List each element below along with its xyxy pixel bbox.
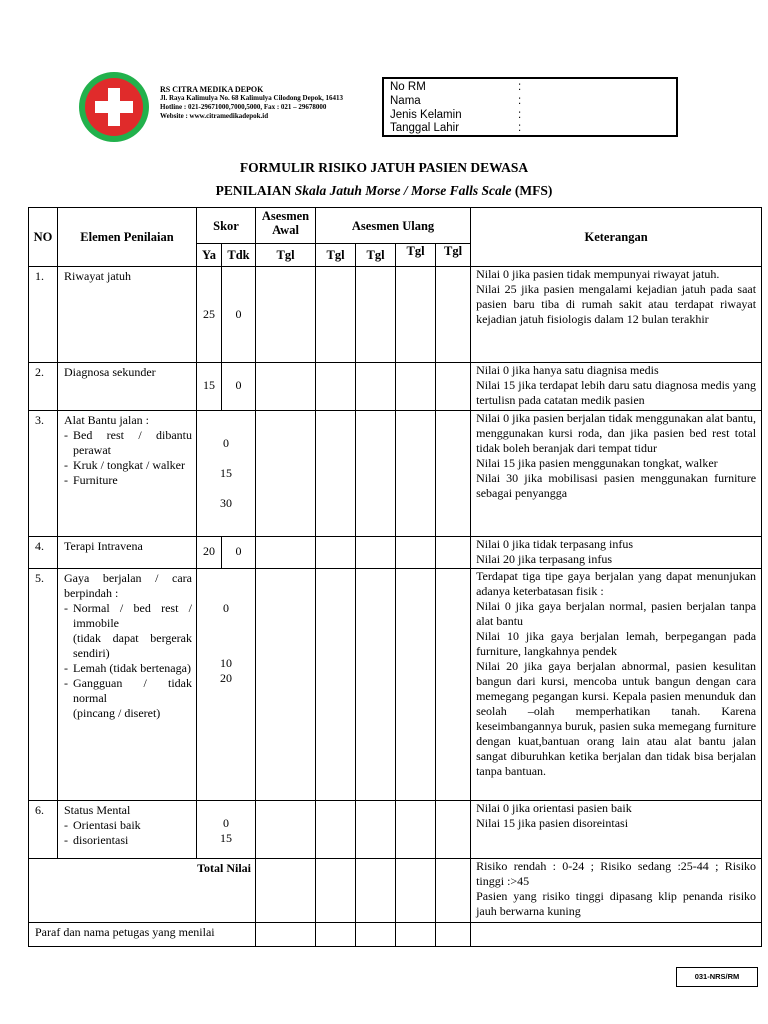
- tgl-cell[interactable]: [256, 801, 316, 859]
- score-value: 10: [220, 656, 232, 670]
- total-label: Total Nilai: [29, 859, 256, 923]
- colon: :: [518, 81, 522, 93]
- score-value: 15: [220, 831, 232, 845]
- score-tdk: 0: [222, 267, 256, 363]
- list-item: - Normal / bed rest / immobile: [64, 601, 192, 630]
- score-value: 20: [220, 671, 232, 685]
- note-line: Nilai 20 jika gaya berjalan abnormal, pasien kesulitan bangun dari kursi, mencoba untuk bangun dengan cara memegang pegangan kursi. Kepala pasien menunduk dan seolah –olah memperhatikan tanah. Karena keseimbangannya buruk, pasien suka memegang furniture dengan kuat,bantuan orang lain atau alat bantu jalan sangat diburuhkan ketika berjalan dan tidak bisa berjalan tanpa bantuan.: [476, 659, 757, 778]
- score-value: 15: [220, 466, 232, 480]
- table-row: [29, 537, 762, 569]
- list-item: - Kruk / tongkat / walker: [64, 458, 185, 472]
- tgl-cell[interactable]: [436, 411, 471, 537]
- score-options: [197, 801, 256, 859]
- header-tgl-ulang-3: Tgl: [396, 244, 436, 267]
- tgl-cell[interactable]: [396, 569, 436, 801]
- item-text: disorientasi: [73, 833, 129, 847]
- header-ya: Ya: [197, 244, 222, 267]
- note-line: Nilai 0 jika pasien tidak mempunyai riwayat jatuh.: [476, 267, 720, 281]
- form-code: 031-NRS/RM: [676, 967, 758, 987]
- note-line: Nilai 0 jika tidak terpasang infus: [476, 537, 634, 551]
- total-cell[interactable]: [396, 859, 436, 923]
- tgl-cell[interactable]: [256, 537, 316, 569]
- hospital-logo: [78, 71, 150, 143]
- note-line: Nilai 0 jika orientasi pasien baik: [476, 801, 632, 815]
- item-text: Furniture: [73, 473, 118, 487]
- tgl-cell[interactable]: [356, 363, 396, 411]
- tgl-cell[interactable]: [436, 801, 471, 859]
- paraf-cell[interactable]: [356, 923, 396, 947]
- row-number: 5.: [29, 569, 58, 801]
- table-row: [29, 801, 762, 859]
- morse-falls-scale-table: [28, 207, 762, 947]
- tgl-cell[interactable]: [316, 569, 356, 801]
- notes: [471, 537, 762, 569]
- paraf-row: [29, 923, 762, 947]
- element-name: Terapi Intravena: [58, 537, 197, 569]
- note-line: Nilai 20 jika terpasang infus: [476, 552, 613, 566]
- tgl-cell[interactable]: [316, 537, 356, 569]
- score-tdk: 0: [222, 537, 256, 569]
- header-skor: Skor: [197, 208, 256, 244]
- field-jenis-kelamin: [390, 108, 522, 122]
- note-line: Nilai 15 jika terdapat lebih daru satu diagnosa medis yang tertulisn pada catatan medik pasien: [476, 378, 757, 407]
- element-cell: [58, 411, 197, 537]
- header-tgl-ulang-4: Tgl: [436, 244, 471, 267]
- tgl-cell[interactable]: [436, 363, 471, 411]
- item-continuation: (pincang / diseret): [73, 706, 161, 720]
- table-row: [29, 411, 762, 537]
- tgl-cell[interactable]: [356, 411, 396, 537]
- tgl-cell[interactable]: [316, 267, 356, 363]
- element-name: Riwayat jatuh: [58, 267, 197, 363]
- row-number: 2.: [29, 363, 58, 411]
- header-tgl-ulang-2: Tgl: [356, 244, 396, 267]
- tgl-cell[interactable]: [316, 801, 356, 859]
- tgl-cell[interactable]: [316, 411, 356, 537]
- paraf-cell[interactable]: [396, 923, 436, 947]
- header-elemen: Elemen Penilaian: [58, 208, 197, 267]
- item-text: Orientasi baik: [73, 818, 141, 832]
- notes: [471, 267, 762, 363]
- list-item: - Furniture: [64, 473, 118, 487]
- list-item: - Orientasi baik: [64, 818, 141, 832]
- list-item: - Gangguan / tidak normal: [64, 676, 192, 705]
- table-row: [29, 569, 762, 801]
- list-item: - Lemah (tidak bertenaga): [64, 661, 191, 675]
- score-tdk: 0: [222, 363, 256, 411]
- header-tdk: Tdk: [222, 244, 256, 267]
- total-cell[interactable]: [436, 859, 471, 923]
- element-name: Gaya berjalan / cara berpindah :: [64, 571, 192, 600]
- subtitle-suffix: (MFS): [514, 183, 553, 198]
- colon: :: [518, 109, 522, 121]
- note-line: Risiko rendah : 0-24 ; Risiko sedang :25-44 ; Risiko tinggi :>45: [476, 859, 757, 888]
- element-cell: [58, 801, 197, 859]
- subtitle-prefix: PENILAIAN: [215, 183, 292, 198]
- notes: [471, 801, 762, 859]
- note-line: Pasien yang risiko tinggi dipasang klip penanda risiko jauh berwarna kuning: [476, 889, 757, 918]
- tgl-cell[interactable]: [356, 267, 396, 363]
- row-number: 3.: [29, 411, 58, 537]
- note-line: Nilai 15 jika pasien disoreintasi: [476, 816, 629, 830]
- score-ya: 25: [197, 267, 222, 363]
- field-label: Nama: [390, 95, 421, 107]
- list-item: - Bed rest / dibantu perawat: [64, 428, 192, 457]
- field-nama: [390, 94, 522, 108]
- list-item: - disorientasi: [64, 833, 129, 847]
- paraf-label: Paraf dan nama petugas yang menilai: [29, 923, 256, 947]
- score-ya: 15: [197, 363, 222, 411]
- tgl-cell[interactable]: [256, 267, 316, 363]
- total-notes: [471, 859, 762, 923]
- tgl-cell[interactable]: [256, 363, 316, 411]
- note-line: Terdapat tiga tipe gaya berjalan yang dapat menunjukan adanya keterbatasan fisik :: [476, 569, 757, 598]
- score-ya: 20: [197, 537, 222, 569]
- element-name: Alat Bantu jalan :: [64, 413, 149, 427]
- tgl-cell[interactable]: [256, 411, 316, 537]
- header-asesmen-ulang: Asesmen Ulang: [316, 208, 471, 244]
- row-number: 6.: [29, 801, 58, 859]
- hospital-address: Jl. Raya Kalimulya No. 68 Kalimulya Cilodong Depok, 16413: [160, 94, 343, 102]
- row-number: 4.: [29, 537, 58, 569]
- item-text: Kruk / tongkat / walker: [73, 458, 185, 472]
- total-cell[interactable]: [316, 859, 356, 923]
- tgl-cell[interactable]: [436, 267, 471, 363]
- colon: :: [518, 95, 522, 107]
- paraf-cell[interactable]: [316, 923, 356, 947]
- subtitle-scale-name: Skala Jatuh Morse / Morse Falls Scale: [294, 183, 512, 198]
- tgl-cell[interactable]: [316, 363, 356, 411]
- tgl-cell[interactable]: [436, 569, 471, 801]
- hospital-website: Website : www.citramedikadepok.id: [160, 112, 269, 120]
- note-line: Nilai 0 jika gaya berjalan normal, pasien berjalan tanpa alat bantu: [476, 599, 757, 628]
- tgl-cell[interactable]: [356, 569, 396, 801]
- field-label: Tanggal Lahir: [390, 122, 460, 134]
- score-options: [197, 411, 256, 537]
- header-tgl-ulang-1: Tgl: [316, 244, 356, 267]
- tgl-cell[interactable]: [356, 537, 396, 569]
- tgl-cell[interactable]: [256, 569, 316, 801]
- element-name: Status Mental: [64, 803, 131, 817]
- header-row: [29, 208, 762, 244]
- score-value: 0: [223, 816, 229, 830]
- row-number: 1.: [29, 267, 58, 363]
- score-value: 0: [223, 436, 229, 450]
- field-tanggal-lahir: [390, 121, 522, 135]
- note-line: Nilai 10 jika gaya berjalan lemah, berpegangan pada furniture, langkahnya pendek: [476, 629, 757, 658]
- paraf-cell[interactable]: [256, 923, 316, 947]
- colon: :: [518, 122, 522, 134]
- note-line: Nilai 30 jika mobilisasi pasien menggunakan furniture sebagai penyangga: [476, 471, 757, 500]
- item-text: Bed rest / dibantu perawat: [73, 428, 192, 457]
- table-row: [29, 267, 762, 363]
- element-name: Diagnosa sekunder: [58, 363, 197, 411]
- item-text: Lemah (tidak bertenaga): [73, 661, 191, 675]
- paraf-notes: [471, 923, 762, 947]
- paraf-cell[interactable]: [436, 923, 471, 947]
- tgl-cell[interactable]: [356, 801, 396, 859]
- item-continuation: (tidak dapat bergerak sendiri): [73, 631, 192, 660]
- header-no: NO: [29, 208, 58, 267]
- score-options: [197, 569, 256, 801]
- note-line: Nilai 0 jika pasien berjalan tidak menggunakan alat bantu, menggunakan kursi roda, dan jika pasien bed rest total tidak boleh beranjak dari tempat tidur: [476, 411, 757, 455]
- table-row: [29, 363, 762, 411]
- element-cell: [58, 569, 197, 801]
- hospital-name: RS CITRA MEDIKA DEPOK: [160, 85, 264, 94]
- header-keterangan: Keterangan: [471, 208, 762, 267]
- header-asesmen-awal: Asesmen Awal: [256, 208, 316, 244]
- total-cell[interactable]: [356, 859, 396, 923]
- score-value: 0: [223, 601, 229, 615]
- item-text: Normal / bed rest / immobile: [73, 601, 192, 630]
- header-tgl-awal: Tgl: [256, 244, 316, 267]
- hospital-hotline: Hotline : 021-29671000,7000,5000, Fax : 021 – 29678000: [160, 103, 327, 111]
- field-label: No RM: [390, 81, 426, 93]
- hospital-info: [160, 85, 343, 121]
- notes: [471, 411, 762, 537]
- total-row: [29, 859, 762, 923]
- tgl-cell[interactable]: [396, 267, 436, 363]
- field-no-rm: [390, 80, 522, 94]
- notes: [471, 569, 762, 801]
- tgl-cell[interactable]: [436, 537, 471, 569]
- tgl-cell[interactable]: [396, 411, 436, 537]
- form-subtitle: [0, 183, 768, 199]
- patient-identity-box: [382, 77, 678, 137]
- item-text: Gangguan / tidak normal: [73, 676, 192, 705]
- note-line: Nilai 15 jika pasien menggunakan tongkat, walker: [476, 456, 718, 470]
- field-label: Jenis Kelamin: [390, 109, 462, 121]
- tgl-cell[interactable]: [396, 537, 436, 569]
- note-line: Nilai 0 jika hanya satu diagnisa medis: [476, 363, 659, 377]
- note-line: Nilai 25 jika pasien mengalami kejadian jatuh pada saat pasien baru tiba di rumah sakit atau terdapat riwayat kejadian jatuh fisiologis dalam 12 bulan terakhir: [476, 282, 757, 326]
- score-value: 30: [220, 496, 232, 510]
- notes: [471, 363, 762, 411]
- tgl-cell[interactable]: [396, 363, 436, 411]
- form-title: FORMULIR RISIKO JATUH PASIEN DEWASA: [239, 160, 529, 175]
- tgl-cell[interactable]: [396, 801, 436, 859]
- total-cell[interactable]: [256, 859, 316, 923]
